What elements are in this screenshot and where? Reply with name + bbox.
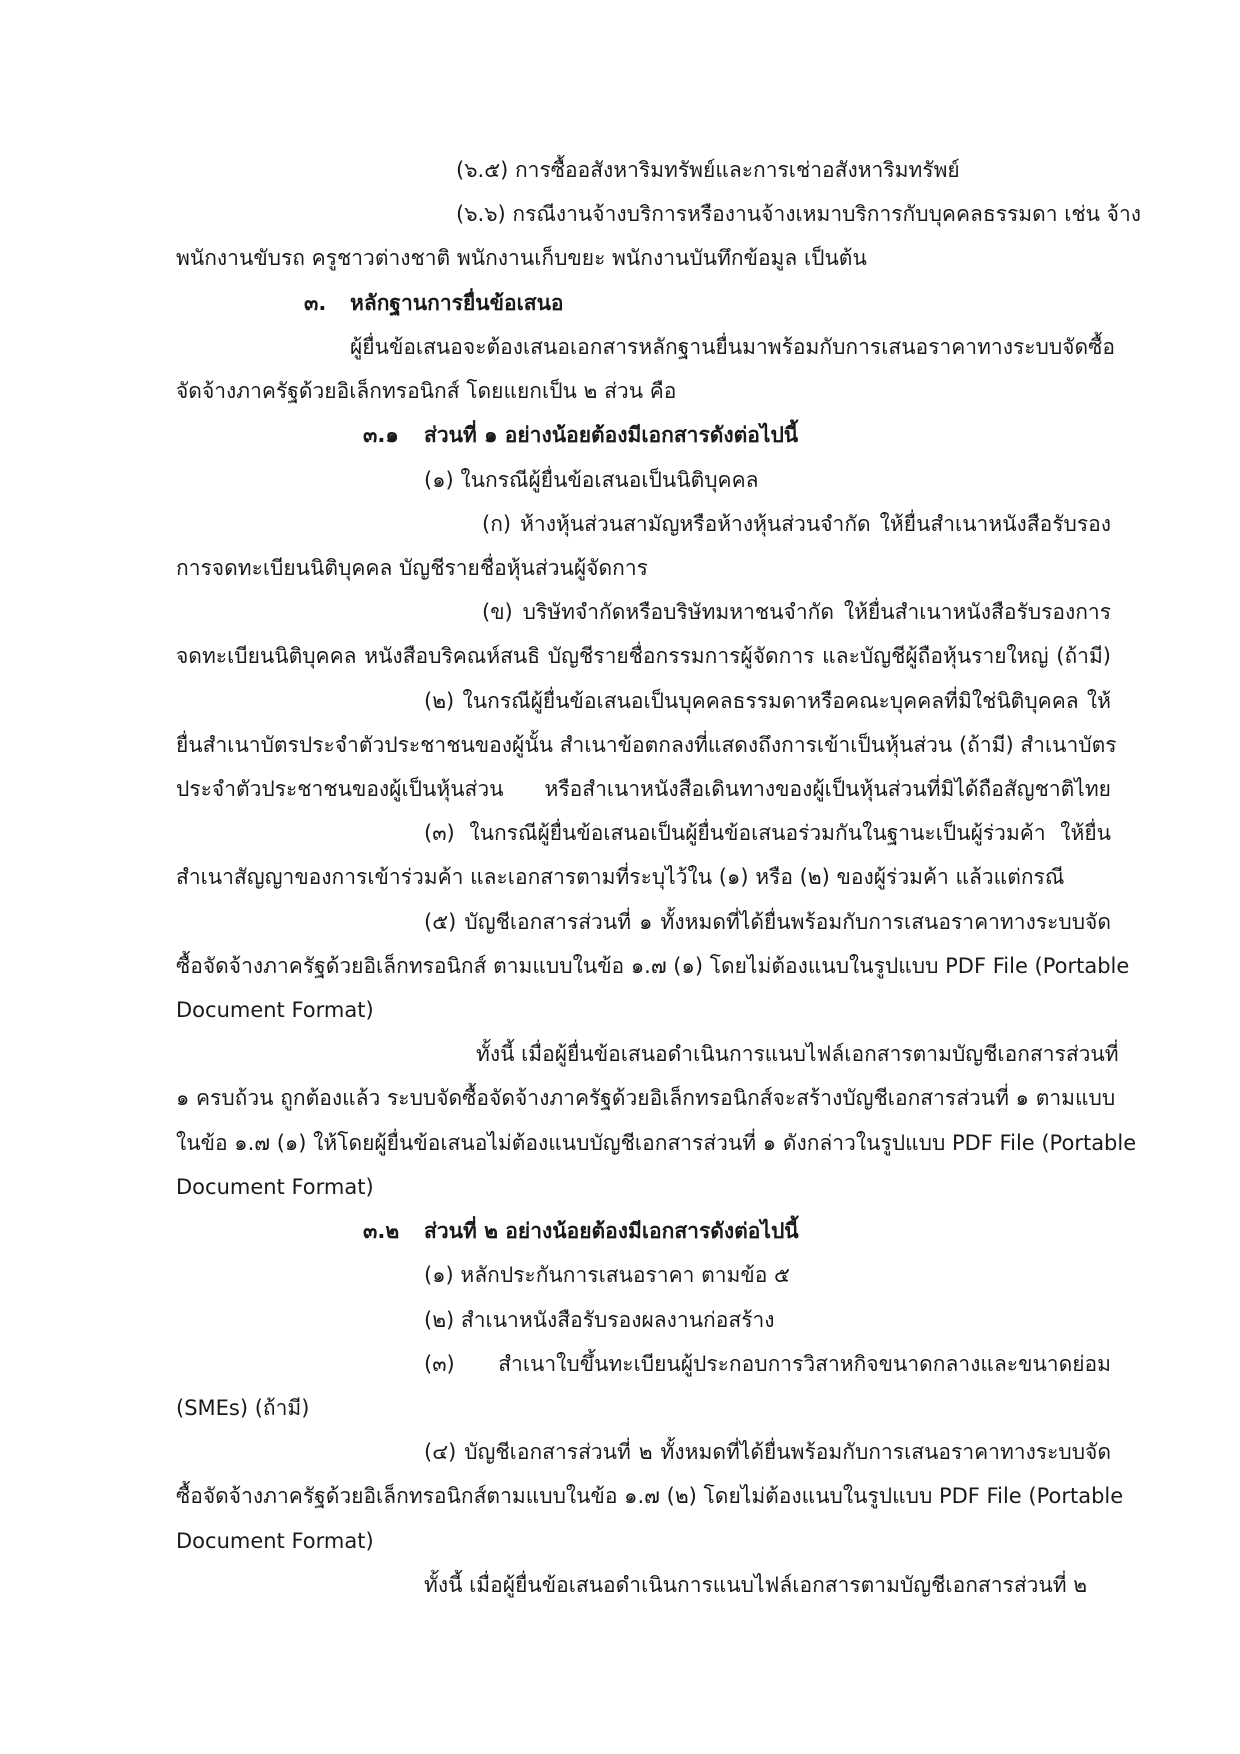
text-line: (SMEs) (ถ้ามี)	[176, 1396, 310, 1420]
text-line: Document Format)	[176, 998, 374, 1022]
text-line: ยื่นสำเนาบัตรประจำตัวประชาชนของผู้นั้น สำเนาข้อตกลงที่แสดงถึงการเข้าเป็นหุ้นส่วน (ถ้ามี) สำเนาบัตร	[176, 733, 1117, 757]
text-line: ซื้อจัดจ้างภาครัฐด้วยอิเล็กทรอนิกส์ ตามแบบในข้อ ๑.๗ (๑) โดยไม่ต้องแนบในรูปแบบ PDF File (Portable	[176, 954, 1130, 978]
list-item: (๒) สำเนาหนังสือรับรองผลงานก่อสร้าง	[424, 1308, 775, 1332]
text-line: ทั้งนี้ เมื่อผู้ยื่นข้อเสนอดำเนินการแนบไฟล์เอกสารตามบัญชีเอกสารส่วนที่	[476, 1042, 1119, 1066]
text-line: สำเนาสัญญาของการเข้าร่วมค้า และเอกสารตามที่ระบุไว้ใน (๑) หรือ (๒) ของผู้ร่วมค้า แล้วแต่กรณี	[176, 865, 1065, 889]
text-line: (๖.๕) การซื้ออสังหาริมทรัพย์และการเช่าอสังหาริมทรัพย์	[456, 158, 960, 182]
text-line: (๖.๖) กรณีงานจ้างบริการหรืองานจ้างเหมาบริการกับบุคคลธรรมดา เช่น จ้าง	[456, 202, 1142, 226]
text-line: การจดทะเบียนนิติบุคคล บัญชีรายชื่อหุ้นส่วนผู้จัดการ	[176, 556, 648, 580]
list-item: (๓) ในกรณีผู้ยื่นข้อเสนอเป็นผู้ยื่นข้อเสนอร่วมกันในฐานะเป็นผู้ร่วมค้า ให้ยื่น	[424, 821, 1111, 845]
subsection-number: ๓.๒	[363, 1219, 400, 1243]
list-item: (๑) ในกรณีผู้ยื่นข้อเสนอเป็นนิติบุคคล	[424, 468, 759, 492]
list-item: (๓) สำเนาใบขึ้นทะเบียนผู้ประกอบการวิสาหกิจขนาดกลางและขนาดย่อม	[424, 1352, 1111, 1376]
subsection-heading: ส่วนที่ ๑ อย่างน้อยต้องมีเอกสารดังต่อไปนี้	[424, 423, 799, 447]
text-line: Document Format)	[176, 1529, 374, 1553]
text-line: ๑ ครบถ้วน ถูกต้องแล้ว ระบบจัดซื้อจัดจ้างภาครัฐด้วยอิเล็กทรอนิกส์จะสร้างบัญชีเอกสารส่วนที่ ๑ ตามแบบ	[176, 1086, 1116, 1110]
list-item: (๔) บัญชีเอกสารส่วนที่ ๒ ทั้งหมดที่ได้ยื่นพร้อมกับการเสนอราคาทางระบบจัด	[424, 1440, 1111, 1464]
section-number: ๓.	[304, 291, 327, 315]
list-item: (ข) บริษัทจำกัดหรือบริษัทมหาชนจำกัด ให้ยื่นสำเนาหนังสือรับรองการ	[482, 600, 1111, 624]
text-line: Document Format)	[176, 1175, 374, 1199]
subsection-heading: ส่วนที่ ๒ อย่างน้อยต้องมีเอกสารดังต่อไปนี้	[424, 1219, 799, 1243]
section-heading: หลักฐานการยื่นข้อเสนอ	[350, 291, 564, 315]
text-line: ผู้ยื่นข้อเสนอจะต้องเสนอเอกสารหลักฐานยื่นมาพร้อมกับการเสนอราคาทางระบบจัดซื้อ	[350, 335, 1115, 359]
list-item: (๑) หลักประกันการเสนอราคา ตามข้อ ๕	[424, 1263, 790, 1287]
text-line: พนักงานขับรถ ครูชาวต่างชาติ พนักงานเก็บขยะ พนักงานบันทึกข้อมูล เป็นต้น	[176, 246, 867, 270]
subsection-number: ๓.๑	[363, 423, 399, 447]
list-item: (๕) บัญชีเอกสารส่วนที่ ๑ ทั้งหมดที่ได้ยื่นพร้อมกับการเสนอราคาทางระบบจัด	[424, 910, 1111, 934]
text-line: ในข้อ ๑.๗ (๑) ให้โดยผู้ยื่นข้อเสนอไม่ต้องแนบบัญชีเอกสารส่วนที่ ๑ ดังกล่าวในรูปแบบ PDF File (Portable	[176, 1131, 1137, 1155]
text-line: ทั้งนี้ เมื่อผู้ยื่นข้อเสนอดำเนินการแนบไฟล์เอกสารตามบัญชีเอกสารส่วนที่ ๒	[424, 1573, 1088, 1597]
text-line: ประจำตัวประชาชนของผู้เป็นหุ้นส่วน หรือสำเนาหนังสือเดินทางของผู้เป็นหุ้นส่วนที่มิได้ถือสัญชาติไทย	[176, 777, 1111, 801]
text-line: จัดจ้างภาครัฐด้วยอิเล็กทรอนิกส์ โดยแยกเป็น ๒ ส่วน คือ	[176, 379, 677, 403]
text-line: จดทะเบียนนิติบุคคล หนังสือบริคณห์สนธิ บัญชีรายชื่อกรรมการผู้จัดการ และบัญชีผู้ถือหุ้นรายใหญ่ (ถ้ามี)	[176, 644, 1111, 668]
list-item: (ก) ห้างหุ้นส่วนสามัญหรือห้างหุ้นส่วนจำกัด ให้ยื่นสำเนาหนังสือรับรอง	[482, 512, 1111, 536]
list-item: (๒) ในกรณีผู้ยื่นข้อเสนอเป็นบุคคลธรรมดาหรือคณะบุคคลที่มิใช่นิติบุคคล ให้	[424, 689, 1111, 713]
text-line: ซื้อจัดจ้างภาครัฐด้วยอิเล็กทรอนิกส์ตามแบบในข้อ ๑.๗ (๒) โดยไม่ต้องแนบในรูปแบบ PDF File (Portable	[176, 1484, 1124, 1508]
